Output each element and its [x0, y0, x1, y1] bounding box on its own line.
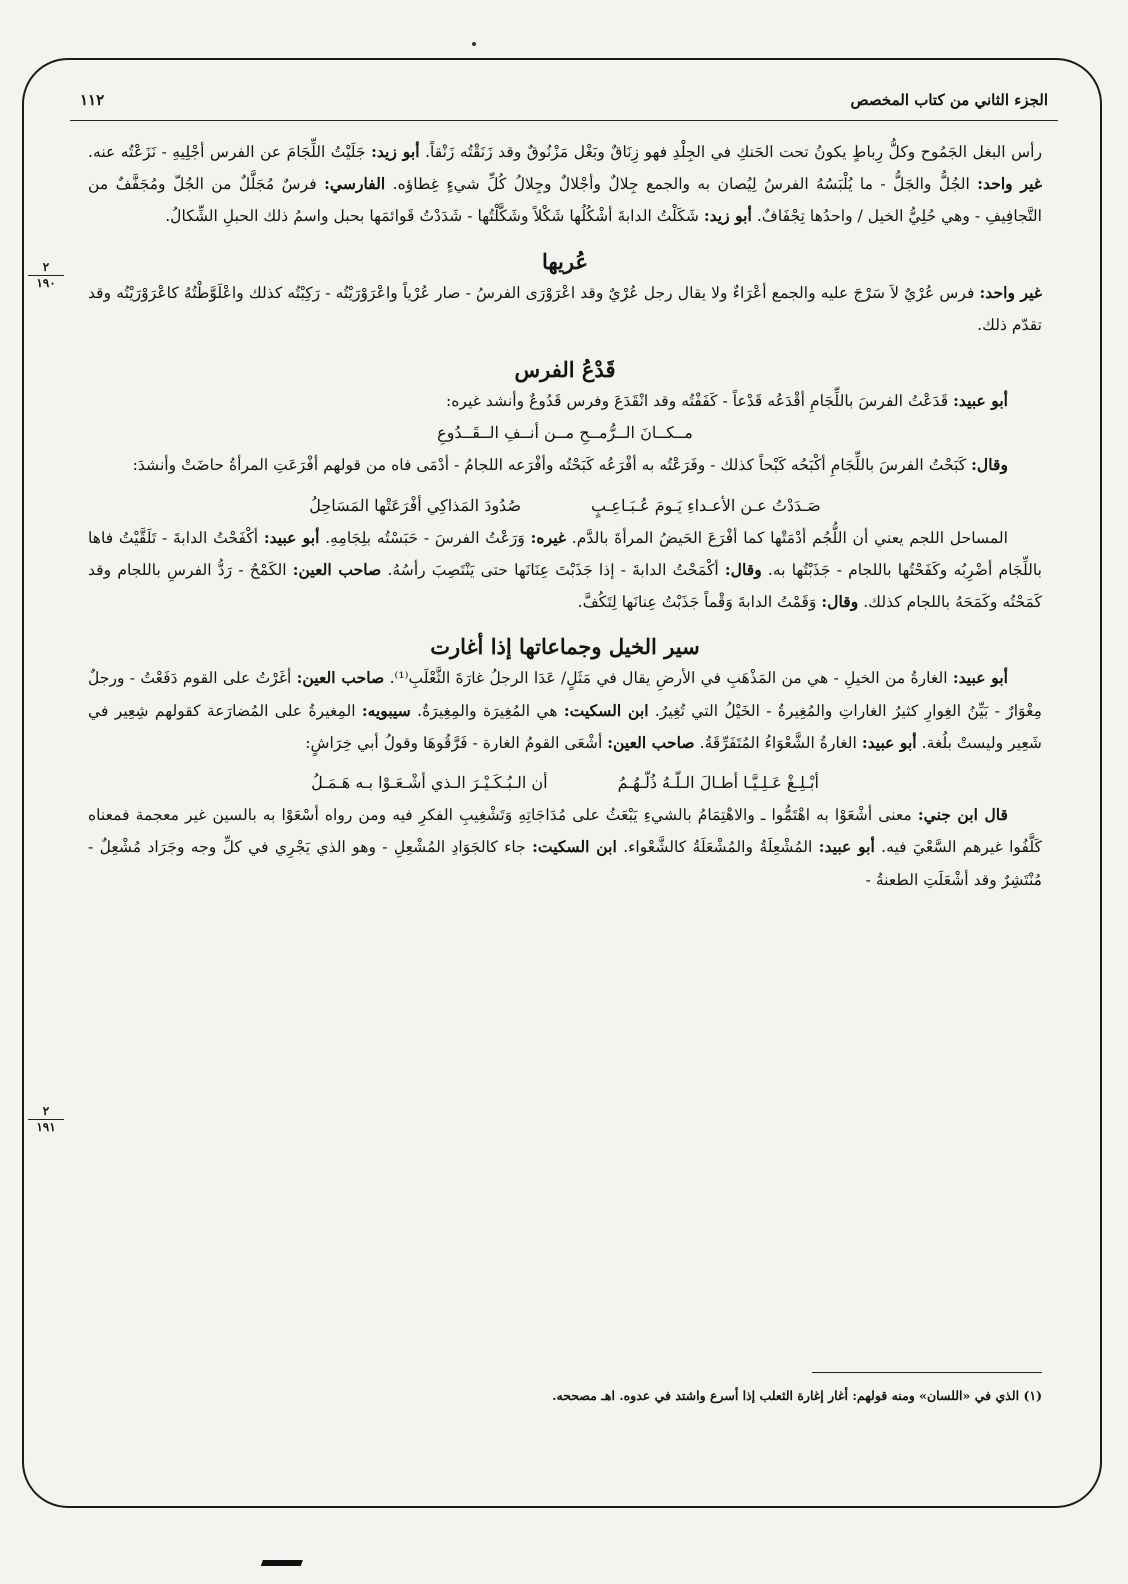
section-heading: قَدْعُ الفرس	[514, 357, 616, 383]
source-name: أبو عبيد:	[263, 527, 320, 547]
source-name: أبو عبيد:	[952, 668, 1008, 688]
source-name: أبو عبيد:	[953, 391, 1008, 411]
source-name: غير واحد:	[977, 174, 1043, 194]
text-run: المُشْعِلَةُ والمُشْعَلَةُ كالشَّعْواء.	[623, 838, 813, 857]
text-run: شَكَلْتُ الدابةَ أشْكُلُها شَكْلاً وشَكَّلْتُها - شَدَدْتُ قَوائمَها بحبل واسمُ ذلك الحبلِ الشِّكالُ.	[165, 207, 699, 226]
text-run: جَلَيْتُ اللِّجَامَ عن الفرس أجْلِيهِ - نَزَعْتُه عنه.	[88, 143, 366, 161]
section-heading: عُريها	[541, 248, 589, 274]
section-heading: سير الخيل وجماعاتها إذا أغارت	[430, 634, 700, 660]
text-run: معنى أشْعَوْا به اهْتَمُّوا ـ والاهْتِمَامُ بالشيءِ يَبْعَثُ على مُدَاجَاتِهِ وَتَشْغِيبِ الفكرِ فيه ومن رواه أسْعَوْا به بالسين غير معجمة فمعناه كَلَّفُوا غيرهم السَّعْيَ فيه.	[88, 806, 1042, 857]
source-name: أبو زيد:	[703, 206, 752, 226]
paragraph	[88, 449, 1042, 481]
source-name: وقال:	[971, 455, 1008, 475]
page-number: ١١٢	[80, 91, 105, 109]
text-run: وَقَمْتُ الدابةَ وَقْماً جَذَبْتُ عِنانَها لِتَكُفَّ.	[577, 593, 817, 612]
text-run: جاء كالجَوَادِ المُشْعِلِ - وهو الذي يَجْرِي في كلِّ وجه وجَرَاد مُشْعِلٌ - مُنْتَشِرٌ وقد أشْعَلَتِ الطعنةُ -	[88, 838, 1042, 889]
source-name: أبو عبيد:	[861, 732, 917, 752]
scan-mark	[257, 1560, 303, 1576]
page-header	[80, 80, 1048, 120]
source-name: غير واحد:	[979, 282, 1042, 302]
source-name: صاحب العين:	[292, 560, 382, 580]
margin-ref-volume: ٢	[28, 260, 64, 276]
text-run: فرسٌ مُجَلَّلٌ من الجُلّ ومُجَفَّفٌ من التَّجافِيفِ - وهي حُلِيُّ الخيل / واحدُها تِجْفَافٌ.	[88, 175, 1042, 226]
verse-hemistich: أن الـبُـكَـيْـرَ الـذي أشْـعَـوْا بـه هَـمَـلُ	[311, 773, 548, 793]
margin-ref-volume: ٢	[28, 1104, 64, 1120]
text-run: الغارةُ من الخيلِ - هي من المَذْهَبِ في الأرضِ يقال في مَثَلٍ/ عَدَا الرجلُ غارَةَ الثَّعْلَبِ⁽¹⁾.	[389, 669, 948, 688]
text-run: كَبَحْتُ الفرسَ باللِّجَامِ أكْبَحُه كَبْحاً كذلك - وفَرَعْتُه به أفْرَعُه كَبَحْتُه وأفْرَعه اللجامُ - أدْمَى فاه من قولهم أفْرَعَتِ المرأةُ حاضَتْ وأنشدَ:	[132, 456, 967, 475]
verse-hemistich: أبْـلِـغْ عَـلِـيَّـا أطـالَ الـلّـهُ ذُلّـهُـمُ	[617, 773, 819, 793]
source-name: الفارسي:	[324, 174, 386, 194]
running-title: الجزء الثاني من كتاب المخصص	[850, 91, 1048, 109]
paragraph	[88, 277, 1042, 341]
paragraph	[88, 385, 1042, 417]
verse-couplet	[88, 490, 1042, 522]
text-run: هي المُغِيرَة والمِغِيرَةُ.	[417, 701, 558, 720]
text-run: الجُلُّ والجَلُّ - ما يُلْبَسُهُ الفرسُ لِيُصان به والجمع جِلالٌ وأجْلالٌ وجِلالُ كُلِّ شيءٍ غِطاؤه.	[392, 175, 970, 194]
page-speck	[472, 42, 476, 46]
source-name: صاحب العين:	[296, 668, 385, 688]
margin-page-ref	[28, 260, 64, 290]
text-run: الكَمْحُ - رَدُّ الفرسِ باللجام وقد كَمَحْتُه وكَمَحَهُ باللجام كذلك.	[88, 561, 1042, 612]
main-text	[88, 136, 1042, 896]
source-name: أبو زيد:	[371, 142, 420, 161]
margin-ref-page: ١٩٠	[36, 276, 56, 290]
source-name: أبو عبيد:	[818, 837, 875, 857]
footnote-rule	[812, 1372, 1042, 1373]
text-run: قَدَعْتُ الفرسَ باللِّجَامِ أقْدَعُه قَدْعاً - كَفَفْتُه وقد انْقَدَعَ وفرس قَدُوعٌ وأنشد غيره:	[446, 392, 949, 411]
source-name: غيره:	[530, 527, 567, 547]
source-name: وقال:	[821, 592, 859, 612]
verse-hemistich: صَـدَدْتُ عـن الأعـداءِ يَـومَ عُـبَـاعِـبٍ	[591, 495, 821, 515]
paragraph	[88, 799, 1042, 896]
paragraph	[88, 522, 1042, 619]
text-run: المِغيرةُ على المُضارَعة كقولهم شِعِير في شَعِير وليستْ بلُغة.	[88, 701, 1042, 752]
text-run: فرس عُرْيٌ لاَ سَرْجَ عليه والجمع أعْرَاءٌ ولا يقال رجل عُرْيٌ وقد اعْرَوْرَى الفرسُ - صار عُرْياً واعْرَوْرَيْتُه - رَكِبْتُه كذلك واعْلَوَّطْتُهُ كاعْرَوْرَيْتُه وقد تقدّم ذلك.	[88, 283, 1042, 334]
margin-ref-page: ١٩١	[36, 1120, 56, 1134]
footnote	[86, 1383, 1042, 1409]
header-rule	[70, 120, 1058, 121]
source-name: وقال:	[724, 560, 762, 580]
text-run: وَرَعْتُ الفرسَ - حَبَسْتُه بلِجَامِهِ.	[325, 528, 525, 547]
text-run: رأس البغل الجَمُوح وكلُّ رِباطٍ يكونُ تحت الحَنكِ في الجِلْدِ فهو زِنَاقٌ وبَغْل مَزْنُوقٌ وقد زَنَقْتُه زَنْقاً.	[424, 143, 1042, 161]
text-run: أكْفَحْتُ الدابةَ - تَلَقَّيْتُ فاها باللِّجَام أضْرِبُه وكَفَحْتُها باللجام - جَذَبْتُها به.	[88, 528, 1042, 580]
text-run: أغَرْتُ على القوم دَفَعْتُ - ورجلٌ مِغْوَارٌ - بَيِّنُ الغِوارِ كثيرُ الغاراتِ والمُغِيرةُ - الخَيْلُ التي تُغِيرُ.	[88, 669, 1042, 720]
text-run: أشْعَى القومُ الغارة - فَرَّقُوهَا وقولُ أبي خِرَاشٍ:	[305, 733, 603, 752]
source-name: ابن السكيت:	[532, 837, 617, 857]
source-name: ابن السكيت:	[563, 700, 649, 720]
source-name: قال ابن جني:	[917, 805, 1008, 825]
verse-couplet	[88, 767, 1042, 799]
footnote-text: الذي في «اللسان» ومنه قولهم: أغار إغارة الثعلب إذا أسرع واشتد في عدوه. اهـ مصححه.	[552, 1388, 1020, 1403]
margin-page-ref	[28, 1104, 64, 1134]
text-run: أكْمَحْتُ الدابةَ - إذا جَذَبْتَ عِنَانَها حتى يَنْتَصِبَ رأسُهُ.	[387, 561, 719, 580]
text-run: المساحل اللجم يعني أن اللُّجُم أدْمَتْها كما أفْرَعَ الحَيضُ المرأةَ بالدَّم.	[571, 528, 1008, 547]
text-run: الغارةُ الشَّعْوَاءُ المُتَفَرِّقَةُ.	[699, 733, 857, 752]
paragraph	[88, 662, 1042, 759]
verse-hemistich: صُدُودَ المَذاكِي أفْرَعَتْها المَسَاحِلُ	[309, 495, 522, 515]
paragraph	[88, 136, 1042, 233]
source-name: سيبويه:	[361, 700, 411, 720]
footnote-marker: (١)	[1023, 1388, 1042, 1403]
source-name: صاحب العين:	[607, 732, 695, 752]
verse-line: مــكــانَ الــرُّمــحِ مــن أنــفِ الــقَــدُوعِ	[437, 423, 693, 443]
